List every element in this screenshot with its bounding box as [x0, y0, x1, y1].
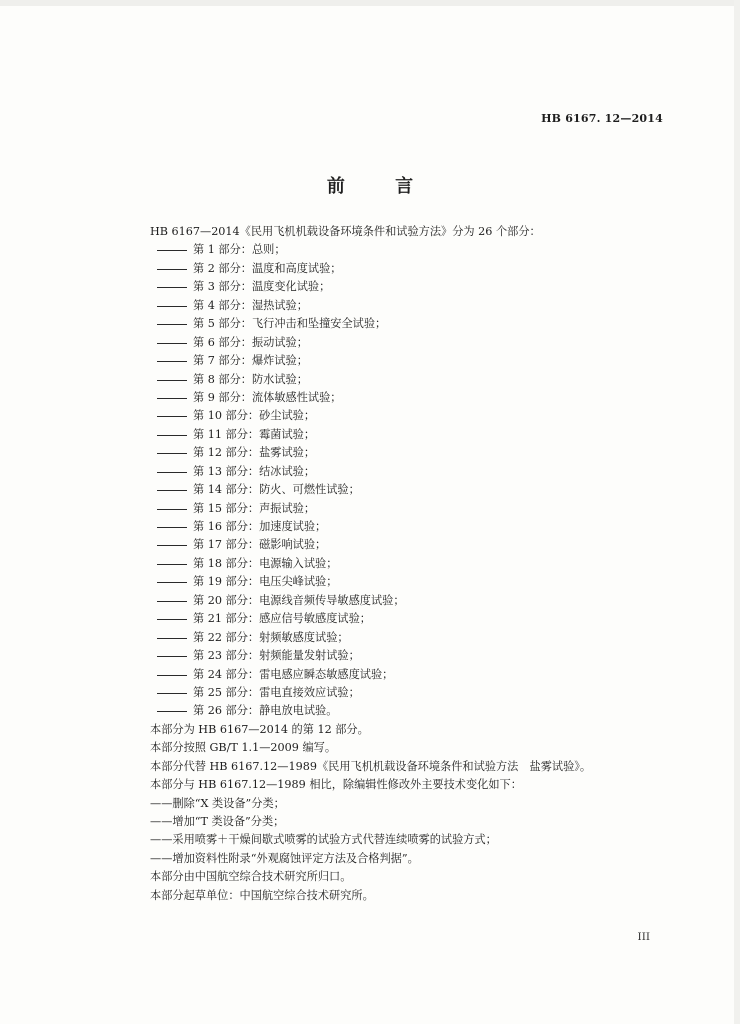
list-item: [150, 241, 670, 259]
change-item: ——删除“X 类设备”分类；: [150, 796, 285, 810]
part-number: 第 3 部分：: [193, 280, 252, 294]
dash-mark: [157, 415, 187, 417]
part-name: 爆炸试验；: [251, 354, 308, 368]
part-number: 第 16 部分：: [193, 520, 260, 533]
part-name: 流体敏感性试验；: [251, 390, 342, 404]
dash-mark: [157, 286, 187, 288]
dash-mark: [157, 544, 187, 546]
statement-part-number: 本部分为 HB 6167—2014 的第 12 部分。: [150, 722, 369, 736]
part-number: 第 10 部分：: [193, 409, 260, 423]
page-title: 前 言: [326, 176, 436, 197]
list-item: [150, 518, 670, 536]
list-item: [150, 684, 670, 702]
list-item: [150, 389, 670, 407]
dash-mark: [157, 452, 187, 454]
part-number: 第 2 部分：: [193, 261, 252, 275]
list-item: [150, 536, 670, 554]
list-item: [150, 610, 670, 628]
dash-mark: [157, 581, 187, 583]
list-item: [150, 407, 670, 425]
part-name: 电源线音频传导敏感度试验；: [259, 593, 405, 607]
part-name: 温度和高度试验；: [251, 261, 342, 275]
part-name: 磁影响试验；: [259, 538, 327, 552]
list-item: [150, 352, 670, 370]
list-item: [150, 426, 670, 444]
dash-mark: [157, 526, 187, 528]
part-name: 电压尖峰试验；: [259, 575, 338, 589]
parts-list: [150, 241, 670, 720]
list-item: [150, 666, 670, 684]
part-name: 飞行冲击和坠撞安全试验；: [251, 317, 387, 331]
part-number: 第 5 部分：: [193, 317, 252, 331]
dash-mark: [157, 692, 187, 694]
part-name: 总则；: [251, 243, 286, 257]
dash-mark: [157, 360, 187, 362]
statement-drafting-rules: 本部分按照 GB/T 1.1—2009 编写。: [150, 741, 337, 755]
preface-body: [150, 223, 670, 905]
intro-paragraph: HB 6167—2014《民用飞机机载设备环境条件和试验方法》分为 26 个部分：: [150, 225, 541, 238]
dash-mark: [157, 434, 187, 436]
part-number: 第 8 部分：: [193, 372, 252, 386]
part-number: 第 12 部分：: [193, 446, 260, 460]
part-name: 雷电感应瞬态敏感度试验；: [259, 667, 394, 681]
list-item: [150, 647, 670, 665]
part-number: 第 19 部分：: [193, 575, 260, 589]
part-number: 第 22 部分：: [193, 630, 260, 644]
part-number: 第 18 部分：: [193, 556, 260, 570]
part-name: 加速度试验；: [259, 520, 327, 533]
part-number: 第 14 部分：: [193, 483, 260, 497]
part-name: 感应信号敏感度试验；: [259, 612, 371, 626]
dash-mark: [157, 342, 187, 344]
list-item: [150, 315, 670, 333]
part-name: 振动试验；: [251, 335, 308, 349]
dash-mark: [157, 489, 187, 491]
part-name: 射频能量发射试验；: [259, 649, 360, 663]
list-item: [150, 371, 670, 389]
part-name: 静电放电试验。: [259, 704, 338, 718]
statement-replaces: 本部分代替 HB 6167.12—1989《民用飞机机载设备环境条件和试验方法 盐雾试验》。: [150, 759, 592, 773]
dash-mark: [157, 508, 187, 510]
list-item: [150, 463, 670, 481]
dash-mark: [157, 305, 187, 307]
part-name: 雷电直接效应试验；: [259, 685, 360, 699]
dash-mark: [157, 323, 187, 325]
dash-mark: [157, 618, 187, 620]
statement-changes-intro: 本部分与 HB 6167.12—1989 相比，除编辑性修改外主要技术变化如下：: [150, 778, 522, 792]
dash-mark: [157, 268, 187, 270]
scan-right-edge: [734, 0, 740, 1024]
dash-mark: [157, 600, 187, 602]
part-number: 第 13 部分：: [193, 464, 260, 478]
part-name: 射频敏感度试验；: [259, 630, 349, 644]
list-item: [150, 334, 670, 352]
part-name: 声振试验；: [259, 501, 316, 515]
part-number: 第 9 部分：: [193, 390, 252, 404]
part-number: 第 24 部分：: [193, 667, 260, 681]
list-item: [150, 481, 670, 499]
part-name: 结冰试验；: [259, 464, 316, 478]
part-number: 第 20 部分：: [193, 593, 260, 607]
part-number: 第 11 部分：: [193, 427, 260, 441]
list-item: [150, 592, 670, 610]
list-item: [150, 702, 670, 720]
part-number: 第 25 部分：: [193, 685, 260, 699]
statement-responsible: 本部分由中国航空综合技术研究所归口。: [150, 870, 352, 884]
part-number: 第 6 部分：: [193, 335, 252, 349]
dash-mark: [157, 471, 187, 473]
change-item: ——采用喷雾＋干燥间歇式喷雾的试验方式代替连续喷雾的试验方式；: [150, 833, 497, 847]
dash-mark: [157, 655, 187, 657]
part-name: 温度变化试验；: [251, 280, 331, 294]
part-number: 第 17 部分：: [193, 538, 260, 552]
part-name: 防水试验；: [251, 372, 308, 386]
part-number: 第 21 部分：: [193, 612, 260, 626]
part-number: 第 4 部分：: [193, 298, 252, 312]
list-item: [150, 444, 670, 462]
part-name: 砂尘试验；: [259, 409, 316, 423]
page-number: III: [637, 931, 650, 943]
scan-top-edge: [0, 0, 740, 6]
dash-mark: [157, 710, 187, 712]
dash-mark: [157, 397, 187, 399]
standard-number: HB 6167. 12—2014: [541, 112, 663, 125]
dash-mark: [157, 674, 187, 676]
dash-mark: [157, 563, 187, 565]
list-item: [150, 297, 670, 315]
list-item: [150, 573, 670, 591]
dash-mark: [157, 249, 187, 251]
dash-mark: [157, 637, 187, 639]
part-number: 第 26 部分：: [193, 704, 260, 718]
part-name: 霉菌试验；: [259, 427, 316, 441]
part-name: 电源输入试验；: [259, 556, 338, 570]
list-item: [150, 278, 670, 296]
part-name: 盐雾试验；: [259, 446, 316, 460]
part-name: 湿热试验；: [251, 298, 308, 312]
list-item: [150, 629, 670, 647]
part-number: 第 15 部分：: [193, 501, 260, 515]
change-item: ——增加资料性附录“外观腐蚀评定方法及合格判据”。: [150, 851, 419, 865]
statement-drafting-unit: 本部分起草单位：中国航空综合技术研究所。: [150, 888, 374, 902]
dash-mark: [157, 379, 187, 381]
list-item: [150, 555, 670, 573]
part-number: 第 1 部分：: [193, 243, 252, 257]
part-number: 第 7 部分：: [193, 354, 252, 368]
change-item: ——增加“T 类设备”分类；: [150, 815, 285, 828]
list-item: [150, 260, 670, 278]
part-name: 防火、可燃性试验；: [259, 483, 360, 497]
list-item: [150, 500, 670, 518]
part-number: 第 23 部分：: [193, 649, 260, 663]
